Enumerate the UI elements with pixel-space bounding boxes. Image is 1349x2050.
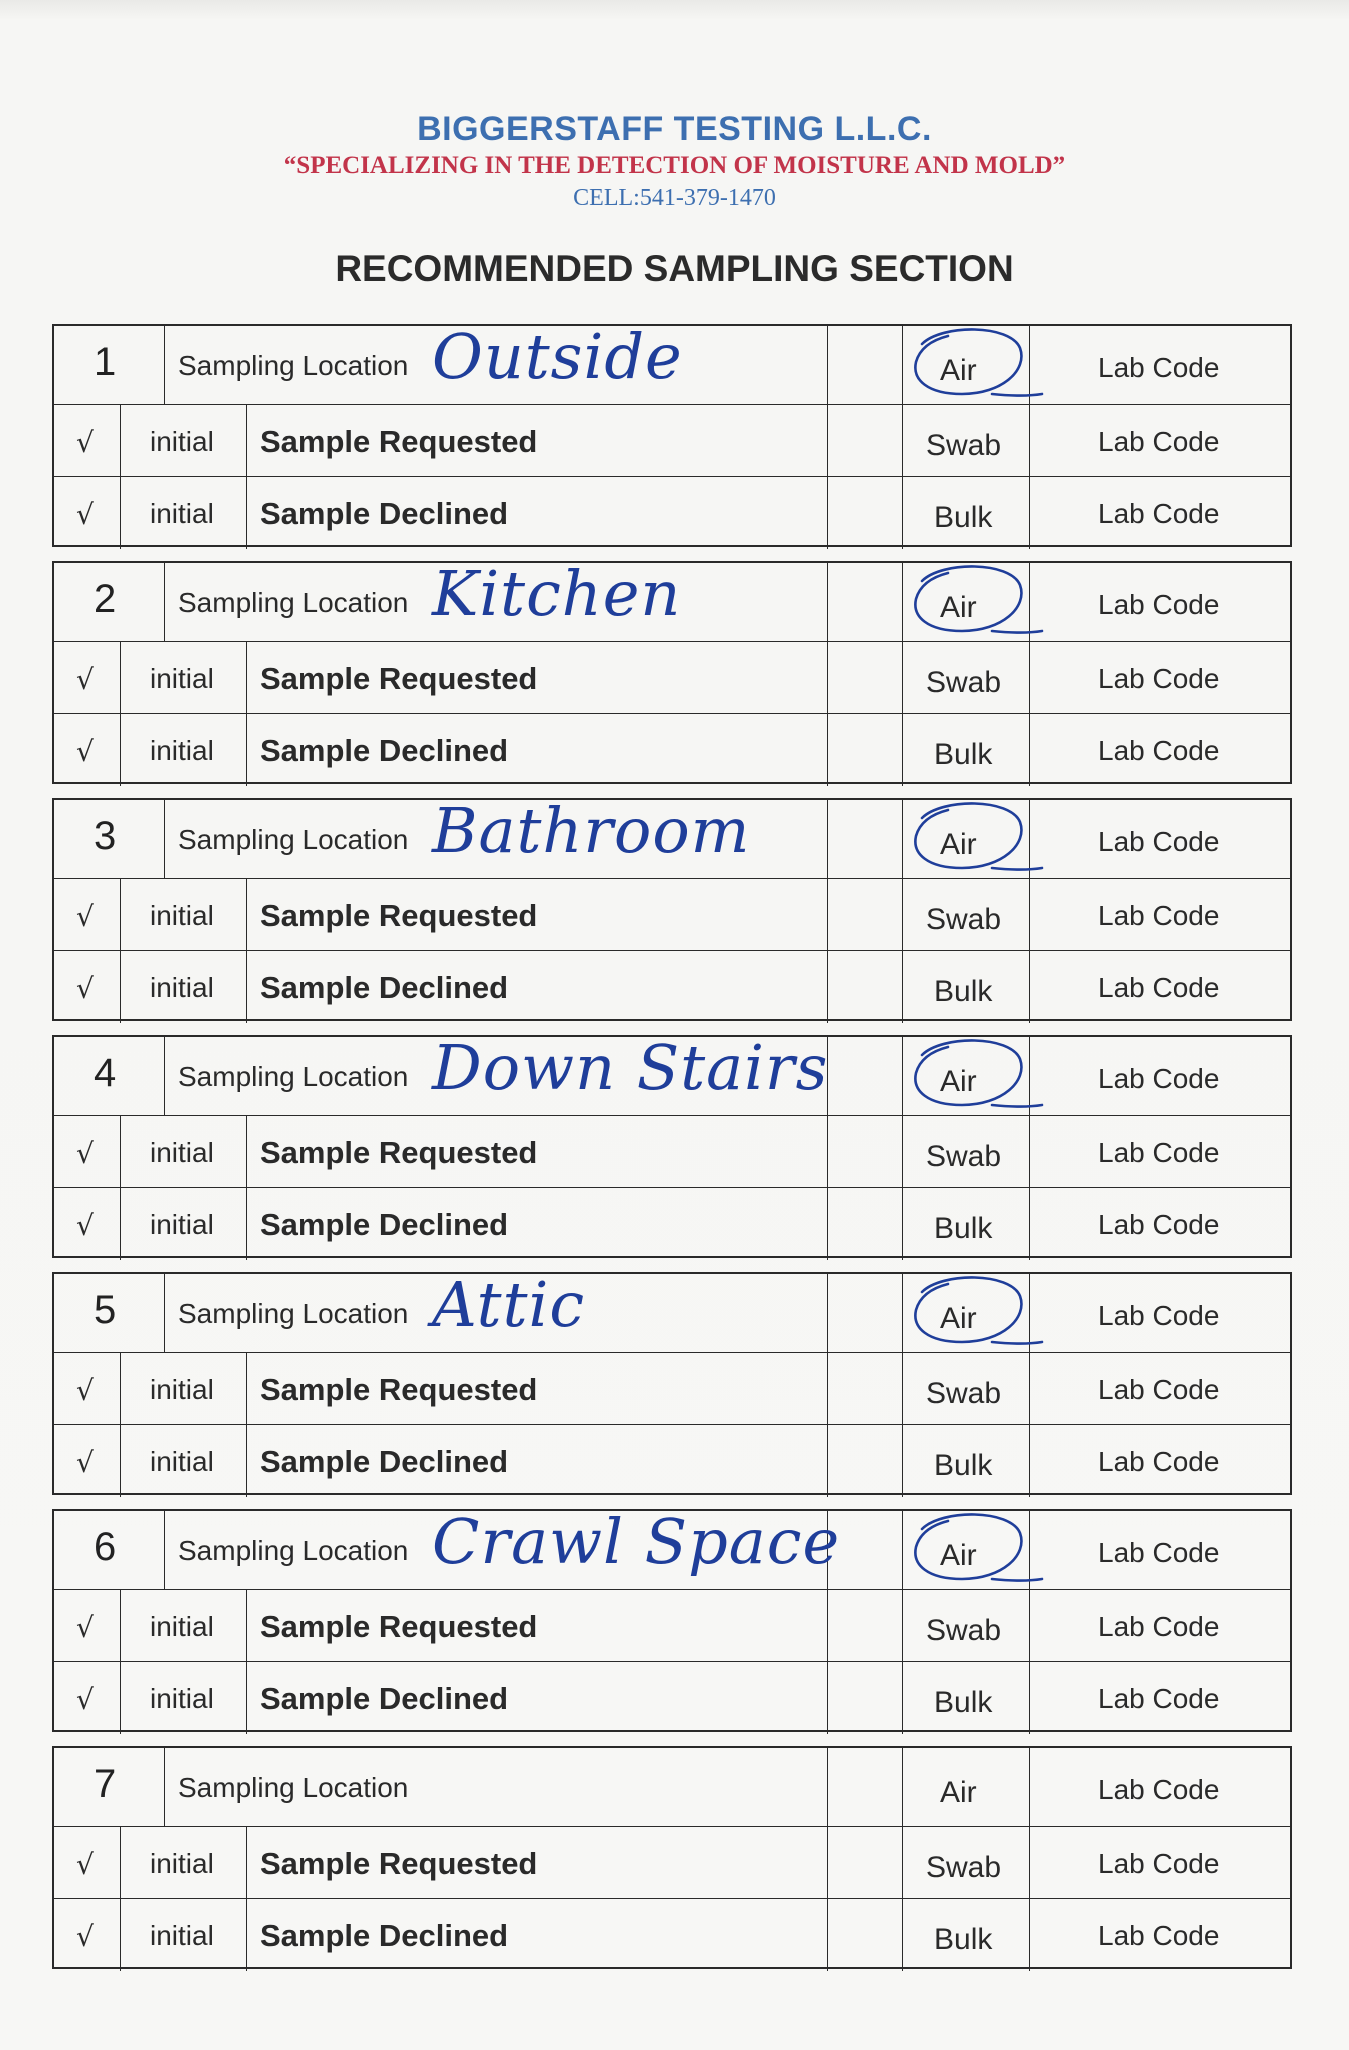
initial-label: initial [150, 900, 214, 931]
checkmark: √ [76, 663, 94, 696]
block-number: 3 [94, 814, 117, 858]
checkmark: √ [76, 1848, 94, 1881]
method-bulk: Bulk [934, 1686, 993, 1719]
circled-selection-mark [892, 559, 1042, 649]
row-divider [54, 1898, 1290, 1899]
sample-requested-label: Sample Requested [260, 1135, 538, 1170]
column-divider [246, 1589, 247, 1734]
row-divider [54, 878, 1290, 879]
row-divider [54, 641, 1290, 642]
checkmark: √ [76, 1611, 94, 1644]
initial-label: initial [150, 1374, 214, 1405]
initial-label: initial [150, 972, 214, 1003]
initial-label: initial [150, 1683, 214, 1714]
column-divider [120, 1589, 121, 1734]
sample-requested-label: Sample Requested [260, 661, 538, 696]
initial-label: initial [150, 1920, 214, 1951]
checkmark: √ [76, 498, 94, 531]
checkmark: √ [76, 1683, 94, 1716]
lab-code-label: Lab Code [1098, 1063, 1220, 1094]
lab-code-label: Lab Code [1098, 1774, 1220, 1805]
lab-code-label: Lab Code [1098, 1537, 1220, 1568]
sample-declined-label: Sample Declined [260, 1207, 509, 1242]
sample-requested-label: Sample Requested [260, 898, 538, 933]
method-air: Air [940, 1302, 977, 1335]
method-air: Air [940, 1776, 977, 1809]
checkmark: √ [76, 900, 94, 933]
lab-code-label: Lab Code [1098, 1848, 1220, 1879]
lab-code-label: Lab Code [1098, 426, 1220, 457]
sample-declined-label: Sample Declined [260, 1444, 509, 1479]
lab-code-label: Lab Code [1098, 352, 1220, 383]
lab-code-label: Lab Code [1098, 972, 1220, 1003]
sample-declined-label: Sample Declined [260, 733, 509, 768]
block-number: 1 [94, 340, 117, 384]
circled-selection-mark [892, 796, 1042, 886]
sample-requested-label: Sample Requested [260, 1372, 538, 1407]
method-swab: Swab [926, 666, 1002, 699]
sampling-block-5 [52, 1268, 1292, 1495]
block-number: 6 [94, 1525, 117, 1569]
sampling-block-1 [52, 320, 1292, 547]
sampling-block-6 [52, 1505, 1292, 1732]
method-swab: Swab [926, 429, 1002, 462]
checkmark: √ [76, 426, 94, 459]
section-title: RECOMMENDED SAMPLING SECTION [335, 248, 1014, 289]
method-bulk: Bulk [934, 1212, 993, 1245]
column-divider [164, 326, 165, 404]
sample-requested-label: Sample Requested [260, 1846, 538, 1881]
initial-label: initial [150, 663, 214, 694]
column-divider [164, 563, 165, 641]
sample-declined-label: Sample Declined [260, 1918, 509, 1953]
checkmark: √ [76, 1446, 94, 1479]
column-divider [246, 878, 247, 1023]
checkmark: √ [76, 1137, 94, 1170]
column-divider [120, 1115, 121, 1260]
circled-selection-mark [892, 1270, 1042, 1360]
circled-selection-mark [892, 1033, 1042, 1123]
circled-selection-mark [892, 1507, 1042, 1597]
checkmark: √ [76, 972, 94, 1005]
column-divider [246, 404, 247, 549]
sampling-location-handwritten[interactable]: Bathroom [432, 794, 751, 867]
sample-requested-label: Sample Requested [260, 424, 538, 459]
sampling-block-3 [52, 794, 1292, 1021]
row-divider [54, 713, 1290, 714]
block-number: 5 [94, 1288, 117, 1332]
block-number: 7 [94, 1762, 117, 1806]
sampling-location-label: Sampling Location [178, 1061, 409, 1092]
column-divider [164, 1037, 165, 1115]
sample-declined-label: Sample Declined [260, 1681, 509, 1716]
method-bulk: Bulk [934, 975, 993, 1008]
row-divider [54, 1589, 1290, 1590]
row-divider [54, 404, 1290, 405]
lab-code-label: Lab Code [1098, 826, 1220, 857]
sampling-block-2 [52, 557, 1292, 784]
lab-code-label: Lab Code [1098, 900, 1220, 931]
column-divider [120, 1352, 121, 1497]
sampling-location-handwritten[interactable]: Down Stairs [432, 1031, 829, 1104]
initial-label: initial [150, 498, 214, 529]
initial-label: initial [150, 1611, 214, 1642]
block-number: 4 [94, 1051, 117, 1095]
sampling-location-label: Sampling Location [178, 587, 409, 618]
method-bulk: Bulk [934, 1449, 993, 1482]
lab-code-label: Lab Code [1098, 663, 1220, 694]
company-name: BIGGERSTAFF TESTING L.L.C. [417, 110, 932, 148]
sampling-location-handwritten[interactable]: Outside [432, 320, 683, 393]
lab-code-label: Lab Code [1098, 1137, 1220, 1168]
sampling-location-label: Sampling Location [178, 1298, 409, 1329]
initial-label: initial [150, 735, 214, 766]
column-divider [1029, 1748, 1030, 1971]
sampling-location-label: Sampling Location [178, 350, 409, 381]
method-air: Air [940, 591, 977, 624]
initial-label: initial [150, 1209, 214, 1240]
method-air: Air [940, 828, 977, 861]
method-swab: Swab [926, 1614, 1002, 1647]
checkmark: √ [76, 735, 94, 768]
row-divider [54, 950, 1290, 951]
column-divider [164, 1511, 165, 1589]
method-air: Air [940, 1539, 977, 1572]
column-divider [164, 1748, 165, 1826]
column-divider [120, 641, 121, 786]
sampling-location-handwritten[interactable]: Crawl Space [432, 1505, 841, 1578]
cell-phone: CELL:541-379-1470 [573, 185, 776, 211]
method-swab: Swab [926, 903, 1002, 936]
method-air: Air [940, 1065, 977, 1098]
sampling-location-handwritten[interactable]: Attic [432, 1268, 586, 1341]
lab-code-label: Lab Code [1098, 1374, 1220, 1405]
initial-label: initial [150, 1137, 214, 1168]
lab-code-label: Lab Code [1098, 1920, 1220, 1951]
lab-code-label: Lab Code [1098, 1611, 1220, 1642]
column-divider [827, 1274, 828, 1497]
checkmark: √ [76, 1920, 94, 1953]
row-divider [54, 476, 1290, 477]
sampling-location-label: Sampling Location [178, 1535, 409, 1566]
lab-code-label: Lab Code [1098, 1300, 1220, 1331]
row-divider [54, 1661, 1290, 1662]
initial-label: initial [150, 426, 214, 457]
column-divider [827, 800, 828, 1023]
column-divider [902, 1748, 903, 1971]
company-tagline: “SPECIALIZING IN THE DETECTION OF MOISTURE AND MOLD” [283, 152, 1066, 179]
lab-code-label: Lab Code [1098, 1446, 1220, 1477]
lab-code-label: Lab Code [1098, 589, 1220, 620]
row-divider [54, 1115, 1290, 1116]
row-divider [54, 1187, 1290, 1188]
column-divider [164, 800, 165, 878]
method-bulk: Bulk [934, 738, 993, 771]
block-number: 2 [94, 577, 117, 621]
row-divider [54, 1352, 1290, 1353]
column-divider [120, 878, 121, 1023]
sampling-location-handwritten[interactable]: Kitchen [432, 557, 682, 630]
row-divider [54, 1826, 1290, 1827]
method-bulk: Bulk [934, 1923, 993, 1956]
checkmark: √ [76, 1374, 94, 1407]
column-divider [246, 1826, 247, 1971]
circled-selection-mark [892, 322, 1042, 412]
column-divider [827, 326, 828, 549]
method-air: Air [940, 354, 977, 387]
column-divider [246, 1352, 247, 1497]
column-divider [827, 1748, 828, 1971]
column-divider [164, 1274, 165, 1352]
sampling-block-4 [52, 1031, 1292, 1258]
method-swab: Swab [926, 1140, 1002, 1173]
column-divider [827, 563, 828, 786]
lab-code-label: Lab Code [1098, 1683, 1220, 1714]
column-divider [120, 1826, 121, 1971]
method-swab: Swab [926, 1851, 1002, 1884]
initial-label: initial [150, 1848, 214, 1879]
column-divider [246, 1115, 247, 1260]
method-bulk: Bulk [934, 501, 993, 534]
sampling-location-label: Sampling Location [178, 1772, 409, 1803]
row-divider [54, 1424, 1290, 1425]
checkmark: √ [76, 1209, 94, 1242]
sampling-block-7 [52, 1746, 1292, 1969]
lab-code-label: Lab Code [1098, 1209, 1220, 1240]
sample-declined-label: Sample Declined [260, 496, 509, 531]
column-divider [246, 641, 247, 786]
initial-label: initial [150, 1446, 214, 1477]
sample-declined-label: Sample Declined [260, 970, 509, 1005]
lab-code-label: Lab Code [1098, 735, 1220, 766]
sample-requested-label: Sample Requested [260, 1609, 538, 1644]
lab-code-label: Lab Code [1098, 498, 1220, 529]
sampling-location-label: Sampling Location [178, 824, 409, 855]
method-swab: Swab [926, 1377, 1002, 1410]
column-divider [120, 404, 121, 549]
